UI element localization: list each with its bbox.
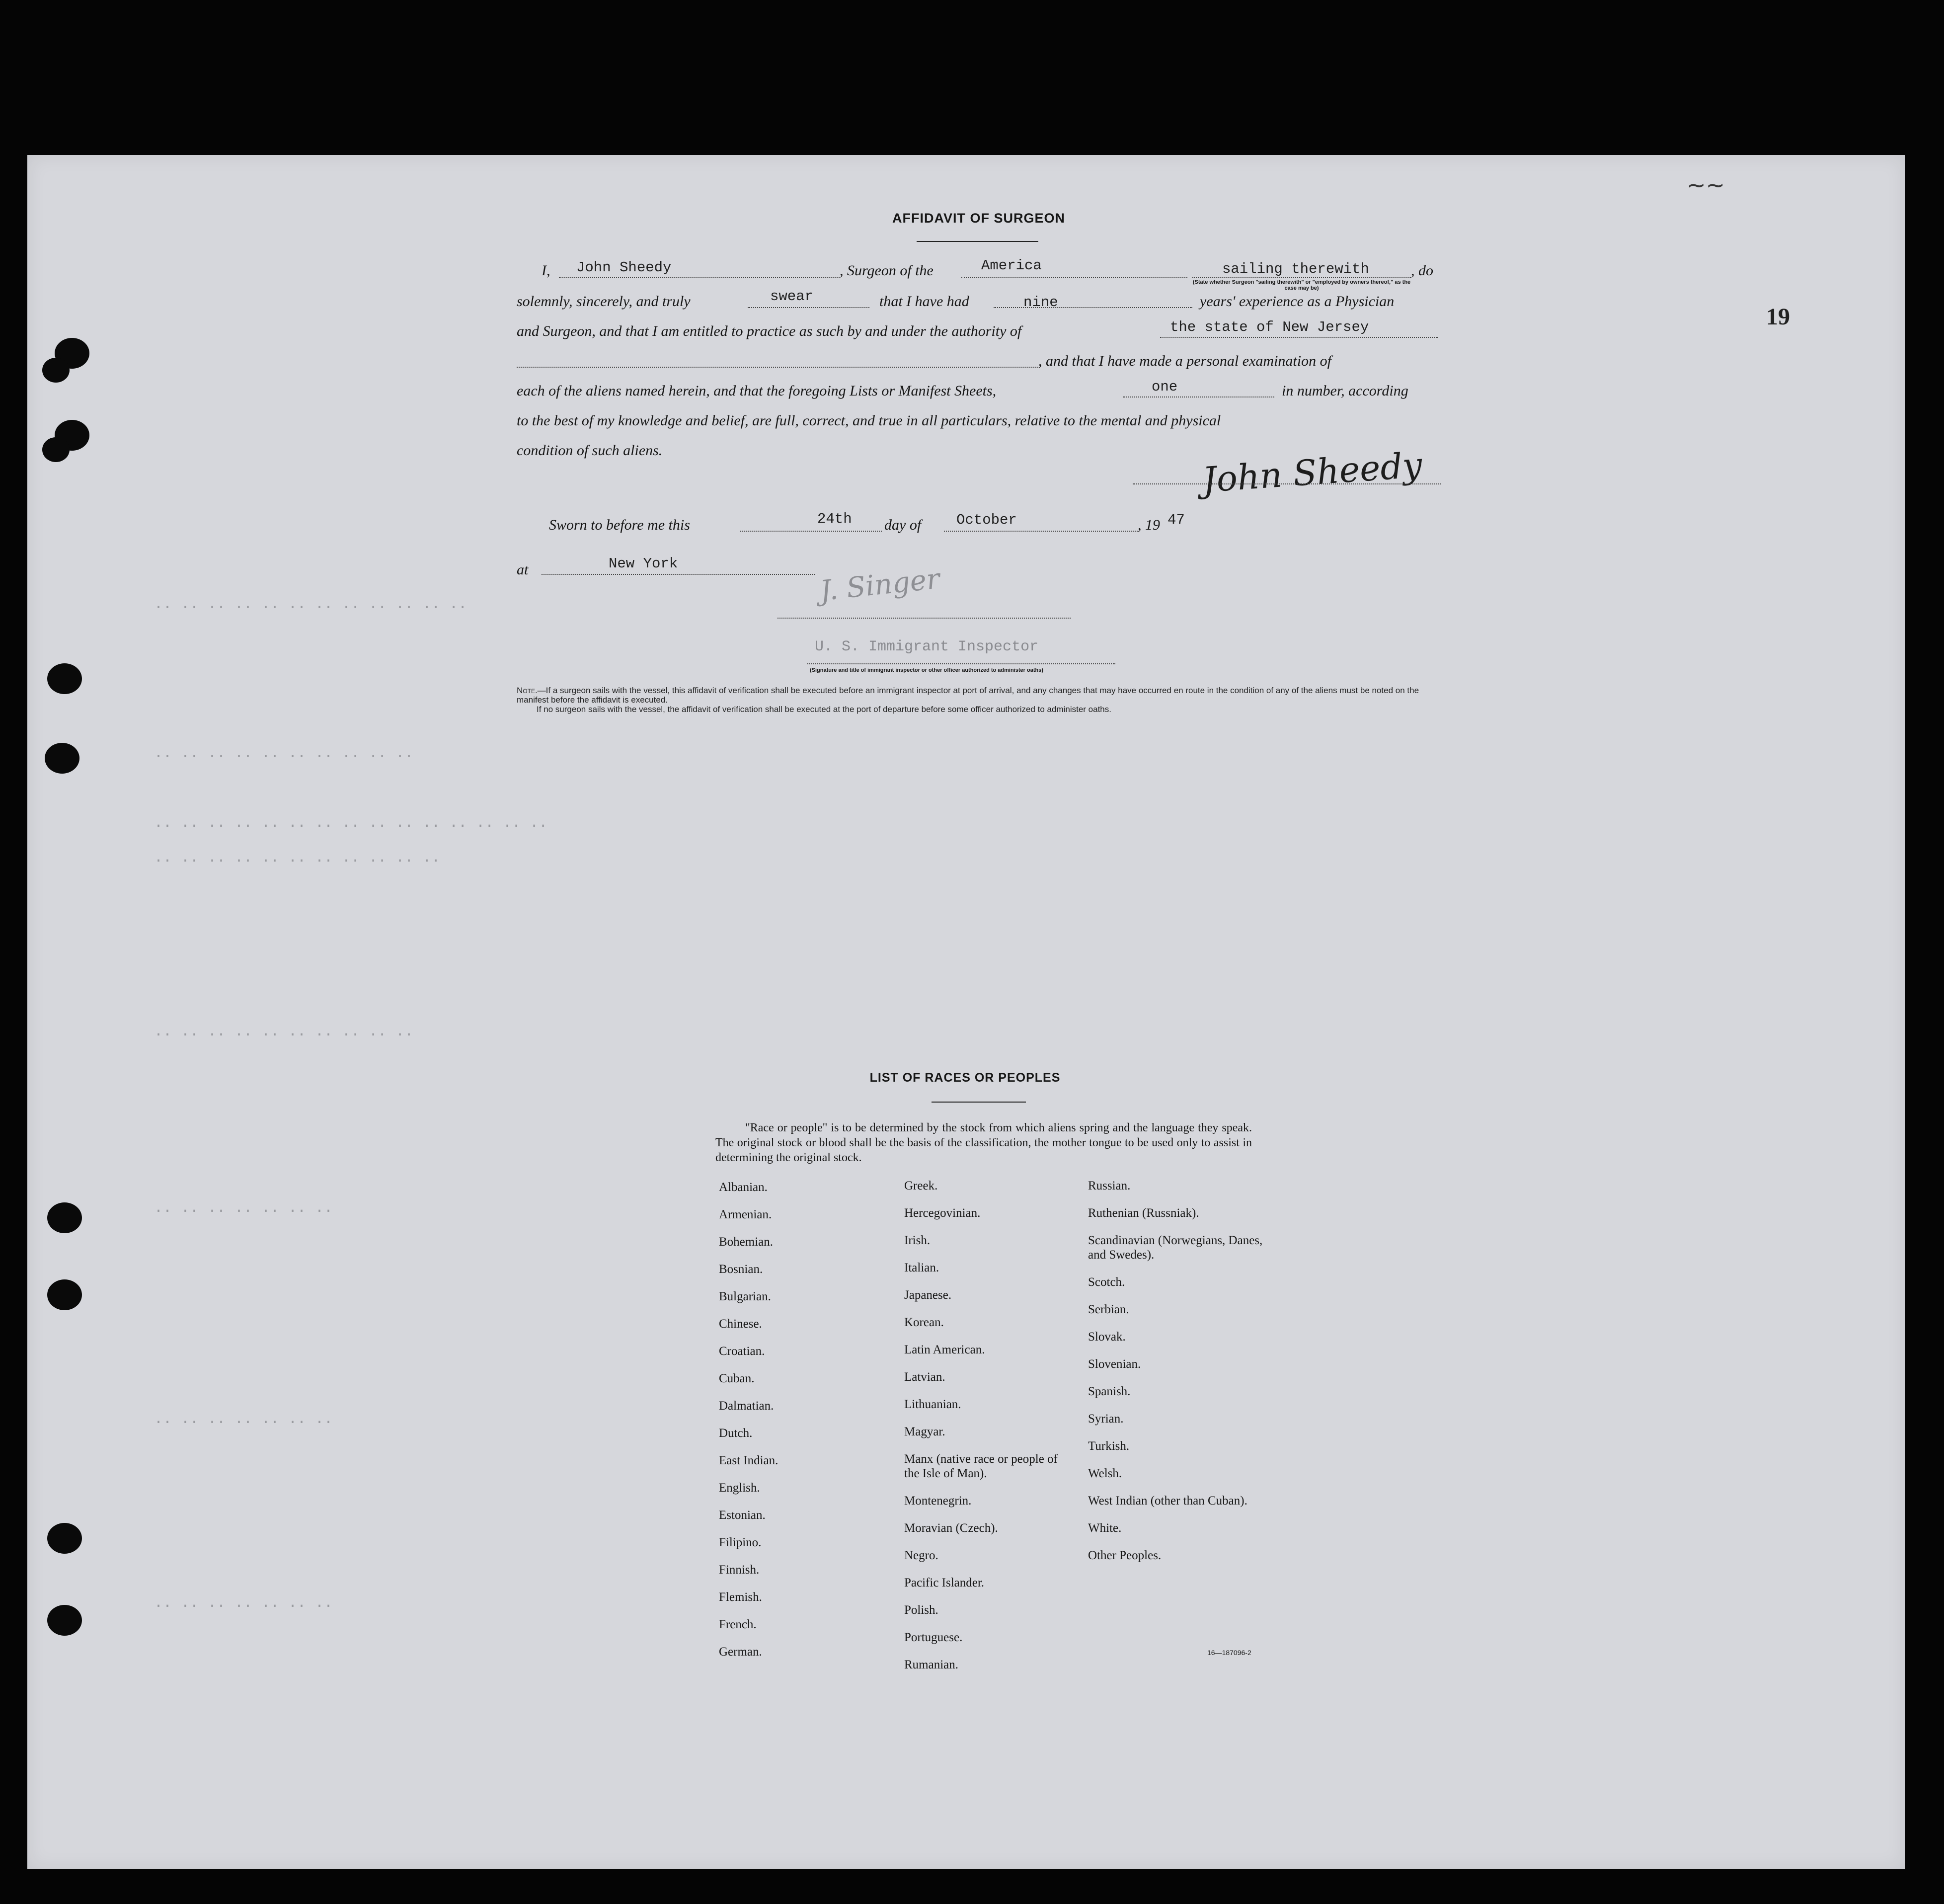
race-item: Albanian. [719,1181,768,1194]
races-column-3 [1088,1179,1272,1576]
signature-line [1133,483,1441,484]
binder-hole [47,1523,82,1554]
fill-line [1192,277,1411,278]
race-item: Japanese. [904,1288,952,1302]
race-item: Bulgarian. [719,1290,771,1303]
oath-line-5-prefix: each of the aliens named herein, and that the foregoing Lists or Manifest Sheets, [517,383,997,399]
race-item: Scandinavian (Norwegians, Danes, and Swedes). [1088,1234,1263,1262]
affidavit-note [517,686,1446,714]
binder-hole [45,743,79,774]
races-column-1 [719,1180,883,1672]
race-item: East Indian. [719,1454,778,1467]
fill-line [542,574,815,575]
race-item: Magyar. [904,1425,945,1438]
race-item: Rumanian. [904,1658,959,1671]
binder-hole [47,1605,82,1636]
officer-signature: J. Singer [818,562,941,608]
race-item: Turkish. [1088,1439,1130,1453]
race-item: English. [719,1481,760,1495]
at-label: at [517,561,529,578]
binder-hole [42,358,70,383]
race-item: Lithuanian. [904,1398,961,1411]
race-item: Welsh. [1088,1467,1122,1480]
race-item: Hercegovinian. [904,1206,981,1220]
races-column-2 [904,1179,1068,1685]
race-item: Portuguese. [904,1631,963,1644]
race-item: Slovak. [1088,1330,1126,1344]
fill-line [740,531,882,532]
sworn-year-suffix: 47 [1167,512,1185,528]
note-lead: Note. [517,686,538,695]
races-intro: "Race or people" is to be determined by the stock from which aliens spring and the language they speak. The original stock or blood shall be the basis of the classification, the mother tongue to be used only to assist in determining the original stock. [715,1121,1252,1164]
race-item: Bosnian. [719,1263,763,1276]
race-item: Finnish. [719,1563,760,1577]
surgeon-of-label: , Surgeon of the [840,262,933,279]
years-experience: nine [1023,294,1058,311]
race-item: Latin American. [904,1343,985,1356]
binder-hole [47,663,82,694]
bleed-through-text: .. .. .. .. .. .. .. [154,1595,333,1612]
sheet-count: one [1152,379,1178,395]
race-item: Russian. [1088,1179,1131,1192]
oath-prefix: I, [542,262,550,279]
officer-title: U. S. Immigrant Inspector [815,638,1039,655]
sworn-day: 24th [817,511,852,527]
sworn-day-of: day of [884,517,922,533]
race-item: German. [719,1645,762,1659]
oath-line-6: to the best of my knowledge and belief, are full, correct, and true in all particulars, relative to the mental and physical [517,412,1221,429]
do-label: , do [1411,262,1433,279]
fill-line [994,307,1192,308]
race-item: Negro. [904,1549,938,1562]
sworn-month: October [956,512,1017,528]
capacity-note: (State whether Surgeon "sailing therewith" or "employed by owners thereof," as the case may be) [1192,279,1411,291]
oath-line-7: condition of such aliens. [517,442,663,459]
page-number: 19 [1766,304,1790,330]
race-item: Scotch. [1088,1275,1125,1289]
oath-line-2-suffix: years' experience as a Physician [1200,293,1395,310]
race-item: Montenegrin. [904,1494,972,1507]
race-item: Irish. [904,1234,931,1247]
surgeon-signature: John Sheedy [1201,444,1424,501]
race-item: Greek. [904,1179,938,1192]
race-item: Dutch. [719,1427,753,1440]
sworn-year-prefix: , 19 [1138,517,1160,533]
race-item: Croatian. [719,1345,765,1358]
note-line-2: If no surgeon sails with the vessel, the affidavit of verification shall be executed at the port of departure before some officer authorized to administer oaths. [537,705,1111,714]
vessel-name: America [981,257,1042,274]
race-item: Latvian. [904,1370,945,1384]
race-item: Spanish. [1088,1385,1131,1398]
race-item: Ruthenian (Russniak). [1088,1206,1199,1220]
oath-type: swear [770,288,814,305]
race-item: White. [1088,1521,1122,1535]
fill-line [559,277,840,278]
sworn-prefix: Sworn to before me this [549,517,690,533]
surgeon-capacity: sailing therewith [1222,261,1369,277]
oath-line-2-middle: that I have had [879,293,969,310]
race-item: Serbian. [1088,1303,1129,1316]
officer-signature-line [778,618,1071,619]
race-item: Italian. [904,1261,939,1274]
bleed-through-text: .. .. .. .. .. .. .. .. .. .. .. .. .. .. .. [154,815,548,832]
race-item: Syrian. [1088,1412,1124,1426]
officer-caption: (Signature and title of immigrant inspector or other officer authorized to administer oaths) [810,667,1043,673]
race-item: Chinese. [719,1317,762,1331]
race-item: Moravian (Czech). [904,1521,998,1535]
fill-line [944,531,1138,532]
race-item: Filipino. [719,1536,762,1549]
race-item: Bohemian. [719,1235,774,1249]
race-item: Estonian. [719,1508,766,1522]
oath-line-2-prefix: solemnly, sincerely, and truly [517,293,691,310]
bleed-through-text: .. .. .. .. .. .. .. [154,1200,333,1217]
note-line-1: —If a surgeon sails with the vessel, this affidavit of verification shall be executed before an immigrant inspector at port of arrival, and any changes that may have occurred en route in the condition of any of the aliens must be noted on the manifest before the affidavit is executed. [517,686,1419,705]
race-item: Cuban. [719,1372,755,1385]
sworn-place: New York [609,555,678,572]
affidavit-title: AFFIDAVIT OF SURGEON [892,211,1065,226]
race-item: Korean. [904,1316,944,1329]
bleed-through-text: .. .. .. .. .. .. .. [154,1411,333,1428]
race-item: Slovenian. [1088,1357,1141,1371]
binder-hole [47,1202,82,1233]
fill-line [1160,337,1438,338]
race-item: Armenian. [719,1208,772,1221]
race-item: Polish. [904,1603,938,1617]
race-item: Manx (native race or people of the Isle of Man). [904,1452,1058,1480]
form-code: 16—187096-2 [1207,1649,1251,1657]
bleed-through-text: .. .. .. .. .. .. .. .. .. .. .. [154,850,441,867]
fill-line [961,277,1187,278]
races-title: LIST OF RACES OR PEOPLES [869,1071,1061,1085]
oath-line-3-prefix: and Surgeon, and that I am entitled to practice as such by and under the authority of [517,323,1022,339]
binder-hole [42,437,70,462]
binder-hole [47,1279,82,1310]
bleed-through-text: .. .. .. .. .. .. .. .. .. .. .. .. [154,596,467,613]
race-item: Other Peoples. [1088,1549,1162,1562]
oath-line-4: , and that I have made a personal examination of [1038,353,1331,369]
bleed-through-text: .. .. .. .. .. .. .. .. .. .. [154,745,414,762]
officer-title-line [807,663,1115,664]
oath-line-5-suffix: in number, according [1282,383,1408,399]
races-title-rule [932,1102,1026,1103]
bleed-through-text: .. .. .. .. .. .. .. .. .. .. [154,1024,414,1040]
title-rule [917,241,1038,242]
authority: the state of New Jersey [1170,319,1369,335]
race-item: French. [719,1618,757,1631]
race-item: Pacific Islander. [904,1576,985,1589]
corner-mark: ~~ [1687,171,1725,198]
fill-line [748,307,869,308]
surgeon-name: John Sheedy [576,259,672,276]
race-item: Flemish. [719,1590,762,1604]
race-item: Dalmatian. [719,1399,774,1413]
race-item: West Indian (other than Cuban). [1088,1494,1247,1507]
fill-line [517,367,1038,368]
